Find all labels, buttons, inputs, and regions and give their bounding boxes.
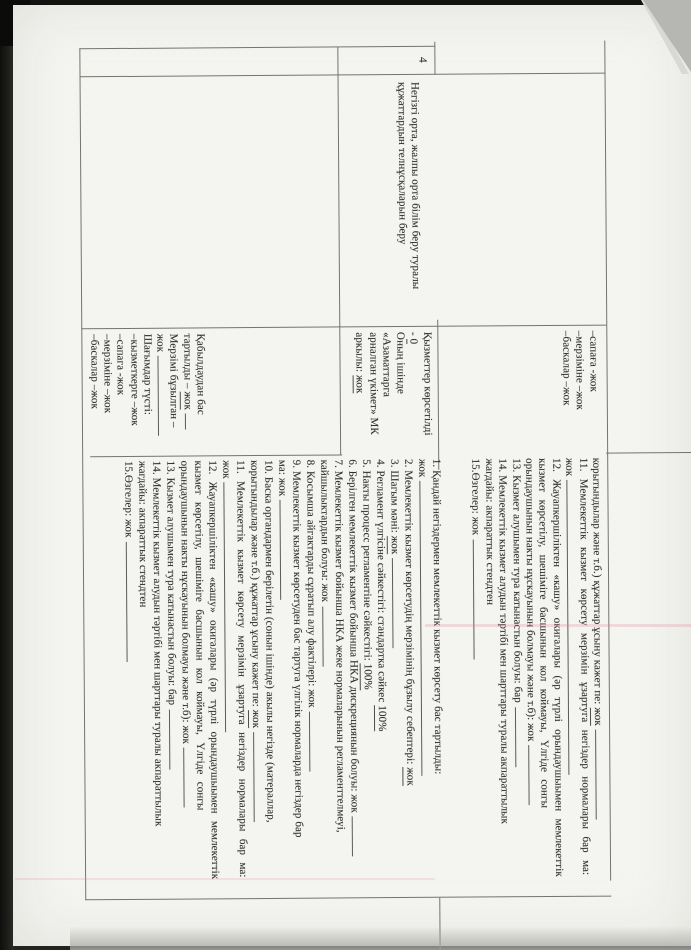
text-line: құжаттардын телнұсқаларын беру [395, 81, 409, 245]
text-line: –сапаға -жок [587, 330, 600, 392]
table-line-row-b-c [337, 46, 341, 455]
underlined-answer: жок [181, 391, 194, 411]
text-line: орындаушынын накты нұскауынын болмауы және т.б): жок [522, 458, 538, 894]
answer-blank-rule [322, 606, 331, 666]
text-line: 12. Жауапкершіліктен «кашу» окигалары (әр түрлі орындаушыымен мемлекеттік [550, 457, 565, 877]
text-line: 11. Мемлекеттік кызмет көрсету мерзімін ұзартуга негіздер нормалары бар ма: [234, 460, 250, 878]
text-line: жок [562, 458, 578, 894]
table-line-top [604, 41, 611, 881]
text-line: Қабылдаудан бас [194, 333, 207, 415]
text-line: –сапага -жок [114, 333, 127, 396]
text-line: корытындылар және т.б.) құжаттар ұсыну кажет пе: жок [246, 460, 263, 896]
text-line: 13. Кызмет алушымен тура катынастын болуы: бар [162, 461, 179, 897]
table-line-col3-col4a [606, 452, 691, 454]
answer-blank-rule [352, 817, 361, 857]
cell-complaints-continuation [559, 331, 600, 451]
text-line: 11. Мемлекеттік кызмет көрсету мерзімін ұзартуга негіздер нормалары бар ма: [576, 457, 592, 876]
text-line: кызмет көрсетілу, шешіміге басшынын кол коймауы, Үлгіде сонгы [192, 460, 207, 811]
answer-blank-rule [158, 356, 168, 436]
text-line: орындаушынын накты нұскауынын болмауы және т.б): жок [176, 461, 193, 897]
table-line-num-col [80, 73, 605, 78]
table-line-row-a-b-1 [434, 42, 435, 75]
text-line: 1. Қандай негіздермен мемлекеттік кызмет көрсету бас тартылды: [430, 458, 445, 775]
text-line: жагдайы: акпараттык стендтен [483, 458, 497, 606]
underlined-answer: жок [249, 709, 263, 729]
answer-blank-rule [279, 500, 289, 600]
text-line: 13. Кызмет алушымен тура катынастын болуы: бар [508, 458, 524, 894]
answer-blank-rule [528, 746, 537, 806]
text-line: арналган үкімет» МК [367, 332, 381, 435]
text-line: корытындылар және т.б.) құжаттар ұсыну кажет пе: жок [589, 458, 605, 894]
answer-blank-rule [595, 730, 605, 820]
text-line: 10. Баска органдармен берілетін (сонын ішінде) акылы негізде (матераллар, [262, 459, 277, 823]
answer-blank-rule [515, 707, 524, 767]
text-line: 3. Шагым мәні: жок [386, 459, 403, 895]
cell-services-rendered [352, 332, 434, 455]
text-line: «Азаматтарга [380, 332, 394, 398]
table-line-col2-col3 [81, 325, 606, 330]
underlined-answer: 100% [361, 663, 374, 690]
answer-blank-rule [473, 539, 483, 659]
text-line: 2. Мемлекеттік кызмет көрсетудің мерзімінің бұзылу себептері: жок [402, 458, 417, 786]
text-line: 6. Берілген мемлекеттік кызмет бойынша НКА дискрециянын болуы: жок [344, 459, 361, 895]
text-line: 14. Мемлекеттік кызмет алудын тәртібі мен шарттары туралы акпараттылык [496, 458, 512, 825]
text-line: кызмет көрсетілу, шешіміге басшынын кол коймауы, Үлгіде сонгы [536, 458, 552, 809]
text-line: ма: жок [274, 460, 291, 896]
answer-blank-rule [126, 542, 136, 662]
cell-checklist-continuation [468, 458, 605, 895]
text-line: Қызметтер көрсетілді [421, 331, 435, 436]
text-line: жок [414, 459, 431, 895]
page-bottom-edge [70, 926, 691, 950]
table-line-row-a-b-2 [437, 320, 439, 470]
underlined-answer: жок [388, 535, 401, 555]
answer-blank-rule [185, 414, 194, 430]
underlined-answer: жок [591, 707, 605, 726]
answer-blank-rule [169, 709, 178, 769]
text-line: Мерзімі бұзылган – [167, 333, 181, 428]
text-line: Негізгі орта, жалпы орта білім беру туралы [408, 81, 423, 290]
cell-checklist-items [120, 459, 445, 897]
cell-row-number: 4 [416, 56, 429, 63]
answer-blank-rule [223, 483, 234, 733]
text-line: кайшылыктардын болуы: жок [316, 460, 333, 896]
text-line: Шағымдар түсті: [141, 333, 154, 416]
text-line: 7. Мемлекеттік кызмет бойынша НКА жеке нормаларынын регламенттелмеуі, [332, 459, 347, 833]
table-line-bottom [79, 48, 86, 900]
text-line: тартылды – жок [180, 333, 194, 455]
text-line: - 0 [407, 331, 420, 345]
text-line: –баскалар –жок [560, 330, 573, 406]
text-line: 12. Жауапкершіліктен «кашу» окигалары (әр түрлі орындаушыымен мемлекеттік [206, 460, 222, 880]
text-line: –мерзіміне –жок [573, 330, 587, 410]
answer-blank-rule [183, 748, 192, 808]
answer-blank-rule [309, 712, 318, 772]
text-line: жагдайы: акпараттык стендтен [136, 460, 150, 608]
underlined-answer: 100% [375, 705, 389, 732]
text-line: аркылы: жок [353, 332, 367, 394]
text-line: 14. Мемлекеттік кызмет алудын тәртібі мен шарттары туралы акпараттылык [150, 460, 165, 827]
underlined-answer: 0 [407, 338, 420, 345]
text-line: –кызметкерге –жок [127, 333, 141, 426]
cell-refusals-complaints [87, 333, 208, 456]
text-line: 15.Өзгелер: жок [120, 461, 137, 897]
text-line: 5. Накты процесс регламентіне сәйкестігі: 100% [360, 459, 374, 690]
cell-service-name [395, 82, 423, 324]
underlined-answer: жок [354, 374, 367, 394]
text-line: Оның ішінде [394, 331, 407, 394]
text-line: –мерзіміне –жок [101, 334, 114, 414]
text-line: жок [153, 334, 167, 456]
answer-blank-rule [253, 732, 263, 822]
text-line: 15.Өзгелер: жок [468, 458, 484, 894]
text-line: жок [218, 460, 235, 896]
underlined-answer: жок [404, 767, 417, 786]
text-line: –баскалар –жок [87, 334, 101, 409]
text-line: 8. Косымша айгактарды сұратып алу фактілері: жок [302, 460, 319, 896]
table-line-left [79, 46, 435, 49]
text-line: 9. Мемлекеттік кызмет көрсетуден бас тартуга үлгілік нормаларда негіздер бар [290, 459, 305, 838]
answer-blank-rule [392, 558, 402, 648]
text-line: 4. Регламент үлгісіне сәйкестігі: стандартка сәйкес 100% [374, 459, 389, 732]
